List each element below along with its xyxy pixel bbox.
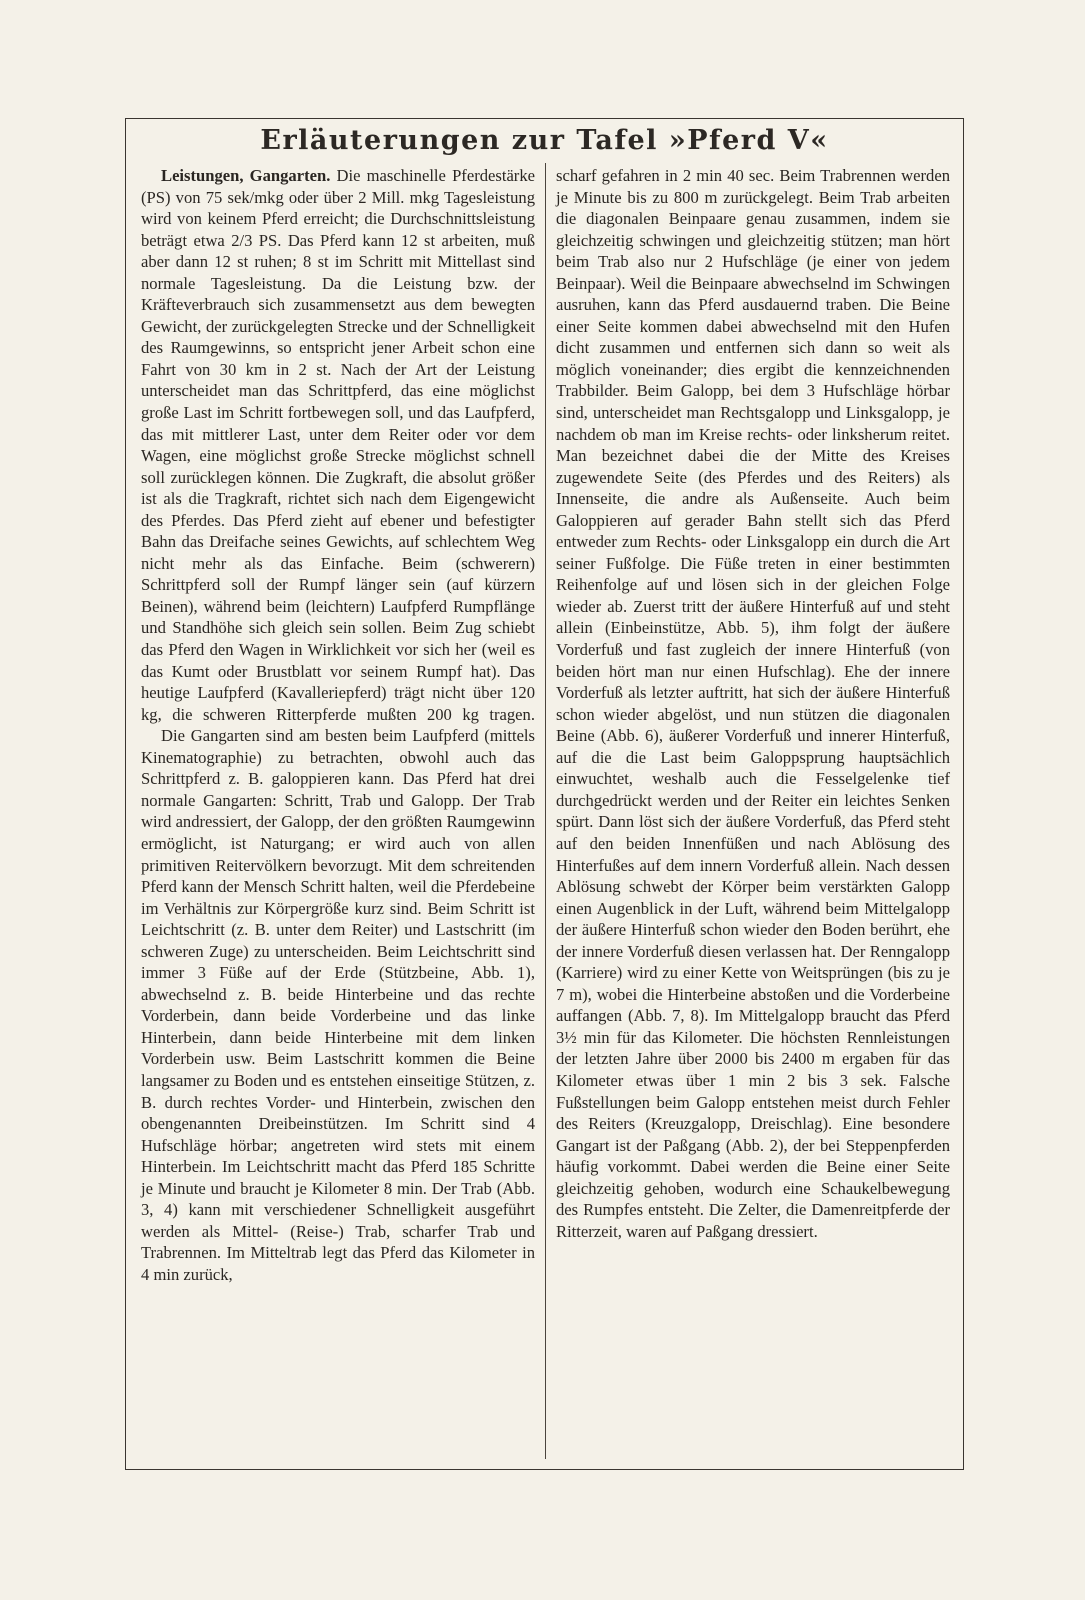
text-frame (125, 118, 964, 1470)
section-heading: Leistungen, Gangarten. (161, 166, 331, 185)
right-paragraph-1: scharf gefahren in 2 min 40 sec. Beim Trabrennen werden je Minute bis zu 800 m zurückgelegt. Beim Trab arbeiten die diagonalen Beinpaare genau zusammen, indem sie gleichzeitig schwingen und gleichzeitig stützen; man hört beim Trab also nur 2 Hufschläge (je einer von jedem Beinpaar). Weil die Beinpaare abwechselnd im Schwingen ausruhen, kann das Pferd ausdauernd traben. Die Beine einer Seite kommen dabei abwechselnd mit den Hufen dicht zusammen und entfernen sich dann so weit als möglich voneinander; dies ergibt die kennzeichnenden Trabbilder. Beim Galopp, bei dem 3 Hufschläge hörbar sind, unterscheidet man Rechtsgalopp und Linksgalopp, je nachdem ob man im Kreise rechts- oder linksherum reitet. Man bezeichnet dabei die der Mitte des Kreises zugewendete Seite (des Pferdes und des Reiters) als Innenseite, die andre als Außenseite. Auch beim Galoppieren auf gerader Bahn stellt sich das Pferd entweder zum Rechts- oder Linksgalopp ein durch die Art seiner Fußfolge. Die Füße treten in einer bestimmten Reihenfolge auf und lösen sich in der gleichen Folge wieder ab. Zuerst tritt der äußere Hinterfuß auf und steht allein (Einbeinstütze, Abb. 5), ihm folgt der äußere Vorderfuß und fast zugleich der innere Hinterfuß (von beiden hört man nur einen Hufschlag). Ehe der innere Vorderfuß als letzter auftritt, hat sich der äußere Hinterfuß schon wieder abgelöst, und nun stützen die diagonalen Beine (Abb. 6), äußerer Vorderfuß und innerer Hinterfuß, auf die die Last beim Galoppsprung hauptsächlich einwuchtet, weshalb auch die Fesselgelenke tief durchgedrückt werden und der Reiter ein leichtes Senken spürt. Dann löst sich der äußere Vorderfuß, das Pferd steht auf den beiden Innenfüßen und nach Ablösung des Hinterfußes auf dem innern Vorderfuß allein. Nach dessen Ablösung schwebt der Körper beim verstärkten Galopp einen Augenblick in der Luft, während beim Mittelgalopp der äußere Hinterfuß schon wieder den Boden berührt, ehe der innere Vorderfuß diesen verlassen hat. Der Renngalopp (Karriere) wird zu einer Kette von Weitsprüngen (bis zu je 7 m), wobei die Hinterbeine abstoßen und die Vorderbeine auffangen (Abb. 7, 8). Im Mittelgalopp braucht das Pferd 3½ min für das Kilometer. Die höchsten Rennleistungen der letzten Jahre über 2000 bis 2400 m ergaben für das Kilometer etwas über 1 min 2 bis 3 sek. Falsche Fußstellungen beim Galopp entstehen meist durch Fehler des Reiters (Kreuzgalopp, Dreischlag). Eine besondere Gangart ist der Paßgang (Abb. 2), der bei Steppenpferden häufig vorkommt. Dabei werden die Beine einer Seite gleichzeitig gehoben, wodurch eine Schaukelbewegung des Rumpfes entsteht. Die Zelter, die Damenreitpferde der Ritterzeit, waren auf Paßgang dressiert. (556, 166, 950, 1241)
page-title: Erläuterungen zur Tafel »Pferd V« (260, 125, 829, 156)
left-paragraph-1-text: Die maschinelle Pferdestärke (PS) von 75 sek/mkg oder über 2 Mill. mkg Tagesleistung wird von keinem Pferd erreicht; die Durchschnittsleistung beträgt etwa 2/3 PS. Das Pferd kann 12 st arbeiten, muß aber dann 12 st ruhen; 8 st im Schritt mit Mittellast sind normale Tagesleistung. Da die Leistung bzw. der Kräfteverbrauch sich zusammensetzt aus dem bewegten Gewicht, der zurückgelegten Strecke und der Schnelligkeit des Raumgewinns, so entspricht jener Arbeit schon eine Fahrt von 30 km in 2 st. Nach der Art der Leistung unterscheidet man das Schrittpferd, das eine möglichst große Last im Schritt fortbewegen soll, und das Laufpferd, das mit mittlerer Last, unter dem Reiter oder vor dem Wagen, eine möglichst große Strecke möglichst schnell soll zurücklegen können. Die Zugkraft, die absolut größer ist als die Tragkraft, richtet sich nach dem Eigengewicht des Pferdes. Das Pferd zieht auf ebener und befestigter Bahn das Dreifache seines Gewichts, auf schlechtem Weg nicht mehr als das Einfache. Beim (schwerern) Schrittpferd soll der Rumpf länger sein (auf kürzern Beinen), während beim (leichtern) Laufpferd Rumpflänge und Standhöhe sich gleich sein sollen. Beim Zug schiebt das Pferd den Wagen in Wirklichkeit vor sich her (weil es das Kumt oder Brustblatt vor seinem Rumpf hat). Das heutige Laufpferd (Kavalleriepferd) trägt nicht über 120 kg, die schweren Ritterpferde mußten 200 kg tragen. (141, 166, 535, 724)
column-divider (545, 163, 546, 1459)
right-column (556, 165, 950, 1242)
left-paragraph-1 (141, 165, 535, 725)
left-column (141, 165, 535, 1285)
left-paragraph-2: Die Gangarten sind am besten beim Laufpferd (mittels Kinematographie) zu betrachten, obwohl auch das Schrittpferd z. B. galoppieren kann. Das Pferd hat drei normale Gangarten: Schritt, Trab und Galopp. Der Trab wird andressiert, der Galopp, der den größten Raumgewinn ermöglicht, ist Naturgang; er wird auch von allen primitiven Reitervölkern bevorzugt. Mit dem schreitenden Pferd kann der Mensch Schritt halten, weil die Pferdebeine im Verhältnis zur Körpergröße kurz sind. Beim Schritt ist Leichtschritt (z. B. unter dem Reiter) und Lastschritt (im schweren Zuge) zu unterscheiden. Beim Leichtschritt sind immer 3 Füße auf der Erde (Stützbeine, Abb. 1), abwechselnd z. B. beide Hinterbeine und das rechte Vorderbein, dann beide Vorderbeine und das linke Hinterbein, dann beide Hinterbeine mit dem linken Vorderbein usw. Beim Lastschritt kommen die Beine langsamer zu Boden und es entstehen einseitige Stützen, z. B. durch rechtes Vorder- und Hinterbein, zwischen den obengenannten Dreibeinstützen. Im Schritt sind 4 Hufschläge hörbar; angetreten wird stets mit einem Hinterbein. Im Leichtschritt macht das Pferd 185 Schritte je Minute und braucht je Kilometer 8 min. Der Trab (Abb. 3, 4) kann mit verschiedener Schnelligkeit ausgeführt werden als Mittel- (Reise-) Trab, scharfer Trab und Trabrennen. Im Mitteltrab legt das Pferd das Kilometer in 4 min zurück, (141, 726, 535, 1284)
